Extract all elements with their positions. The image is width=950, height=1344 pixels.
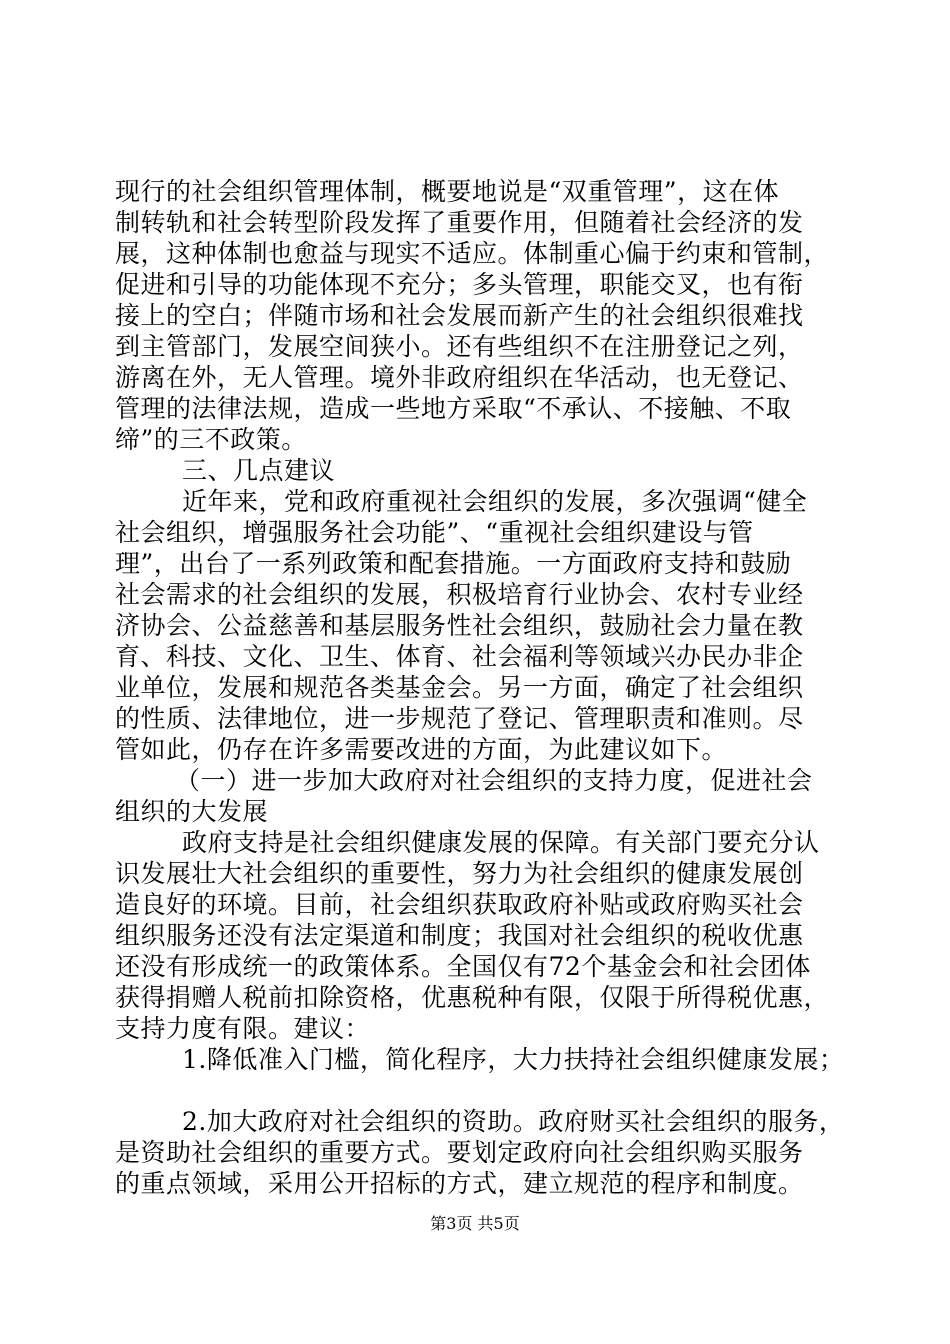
text-line: 的性质、法律地位，进一步规范了登记、管理职责和准则。尽 <box>115 704 804 733</box>
text-line: 管理的法律法规，造成一些地方采取“不承认、不接触、不取 <box>115 394 792 423</box>
text-line: 获得捐赠人税前扣除资格，优惠税种有限，仅限于所得税优惠， <box>115 983 830 1012</box>
page-footer: 第3页 共5页 <box>430 1214 520 1233</box>
text-line: 育、科技、文化、卫生、体育、社会福利等领域兴办民办非企 <box>115 642 804 671</box>
text-line: 1.降低准入门槛，简化程序，大力扶持社会组织健康发展； <box>182 1045 845 1074</box>
text-line: 展，这种体制也愈益与现实不适应。体制重心偏于约束和管制， <box>115 239 830 268</box>
paragraph-gap <box>115 1075 835 1106</box>
text-line: （一）进一步加大政府对社会组织的支持力度，促进社会 <box>175 766 813 795</box>
text-line: 是资助社会组织的重要方式。要划定政府向社会组织购买服务 <box>115 1138 804 1167</box>
text-line: 支持力度有限。建议： <box>115 1014 371 1043</box>
text-line: 理”，出台了一系列政策和配套措施。一方面政府支持和鼓励 <box>115 549 792 578</box>
text-line: 近年来，党和政府重视社会组织的发展，多次强调“健全 <box>182 487 808 516</box>
text-line: 造良好的环境。目前，社会组织获取政府补贴或政府购买社会 <box>115 890 804 919</box>
text-line: 组织的大发展 <box>115 797 269 826</box>
text-line: 游离在外，无人管理。境外非政府组织在华活动，也无登记、 <box>115 363 804 392</box>
text-line: 现行的社会组织管理体制，概要地说是“双重管理”，这在体 <box>115 177 780 206</box>
text-line: 三、几点建议 <box>182 456 336 485</box>
text-line: 社会需求的社会组织的发展，积极培育行业协会、农村专业经 <box>115 580 804 609</box>
text-line: 识发展壮大社会组织的重要性，努力为社会组织的健康发展创 <box>115 859 804 888</box>
text-line: 2.加大政府对社会组织的资助。政府财买社会组织的服务， <box>182 1107 845 1136</box>
text-line: 业单位，发展和规范各类基金会。另一方面，确定了社会组织 <box>115 673 804 702</box>
document-body <box>115 176 845 1199</box>
text-line: 组织服务还没有法定渠道和制度；我国对社会组织的税收优惠 <box>115 921 804 950</box>
text-line: 的重点领域，采用公开招标的方式，建立规范的程序和制度。 <box>115 1169 804 1198</box>
text-line: 缔”的三不政策。 <box>115 425 307 454</box>
text-line: 政府支持是社会组织健康发展的保障。有关部门要充分认 <box>182 828 820 857</box>
text-line: 社会组织，增强服务社会功能”、“重视社会组织建设与管 <box>115 518 754 547</box>
text-line: 到主管部门，发展空间狭小。还有些组织不在注册登记之列， <box>115 332 804 361</box>
text-line: 制转轨和社会转型阶段发挥了重要作用，但随着社会经济的发 <box>115 208 804 237</box>
text-line: 还没有形成统一的政策体系。全国仅有72个基金会和社会团体 <box>115 952 811 981</box>
text-line: 接上的空白；伴随市场和社会发展而新产生的社会组织很难找 <box>115 301 804 330</box>
text-line: 济协会、公益慈善和基层服务性社会组织，鼓励社会力量在教 <box>115 611 804 640</box>
text-line: 管如此，仍存在许多需要改进的方面，为此建议如下。 <box>115 735 728 764</box>
text-line: 促进和引导的功能体现不充分；多头管理，职能交叉，也有衔 <box>115 270 804 299</box>
